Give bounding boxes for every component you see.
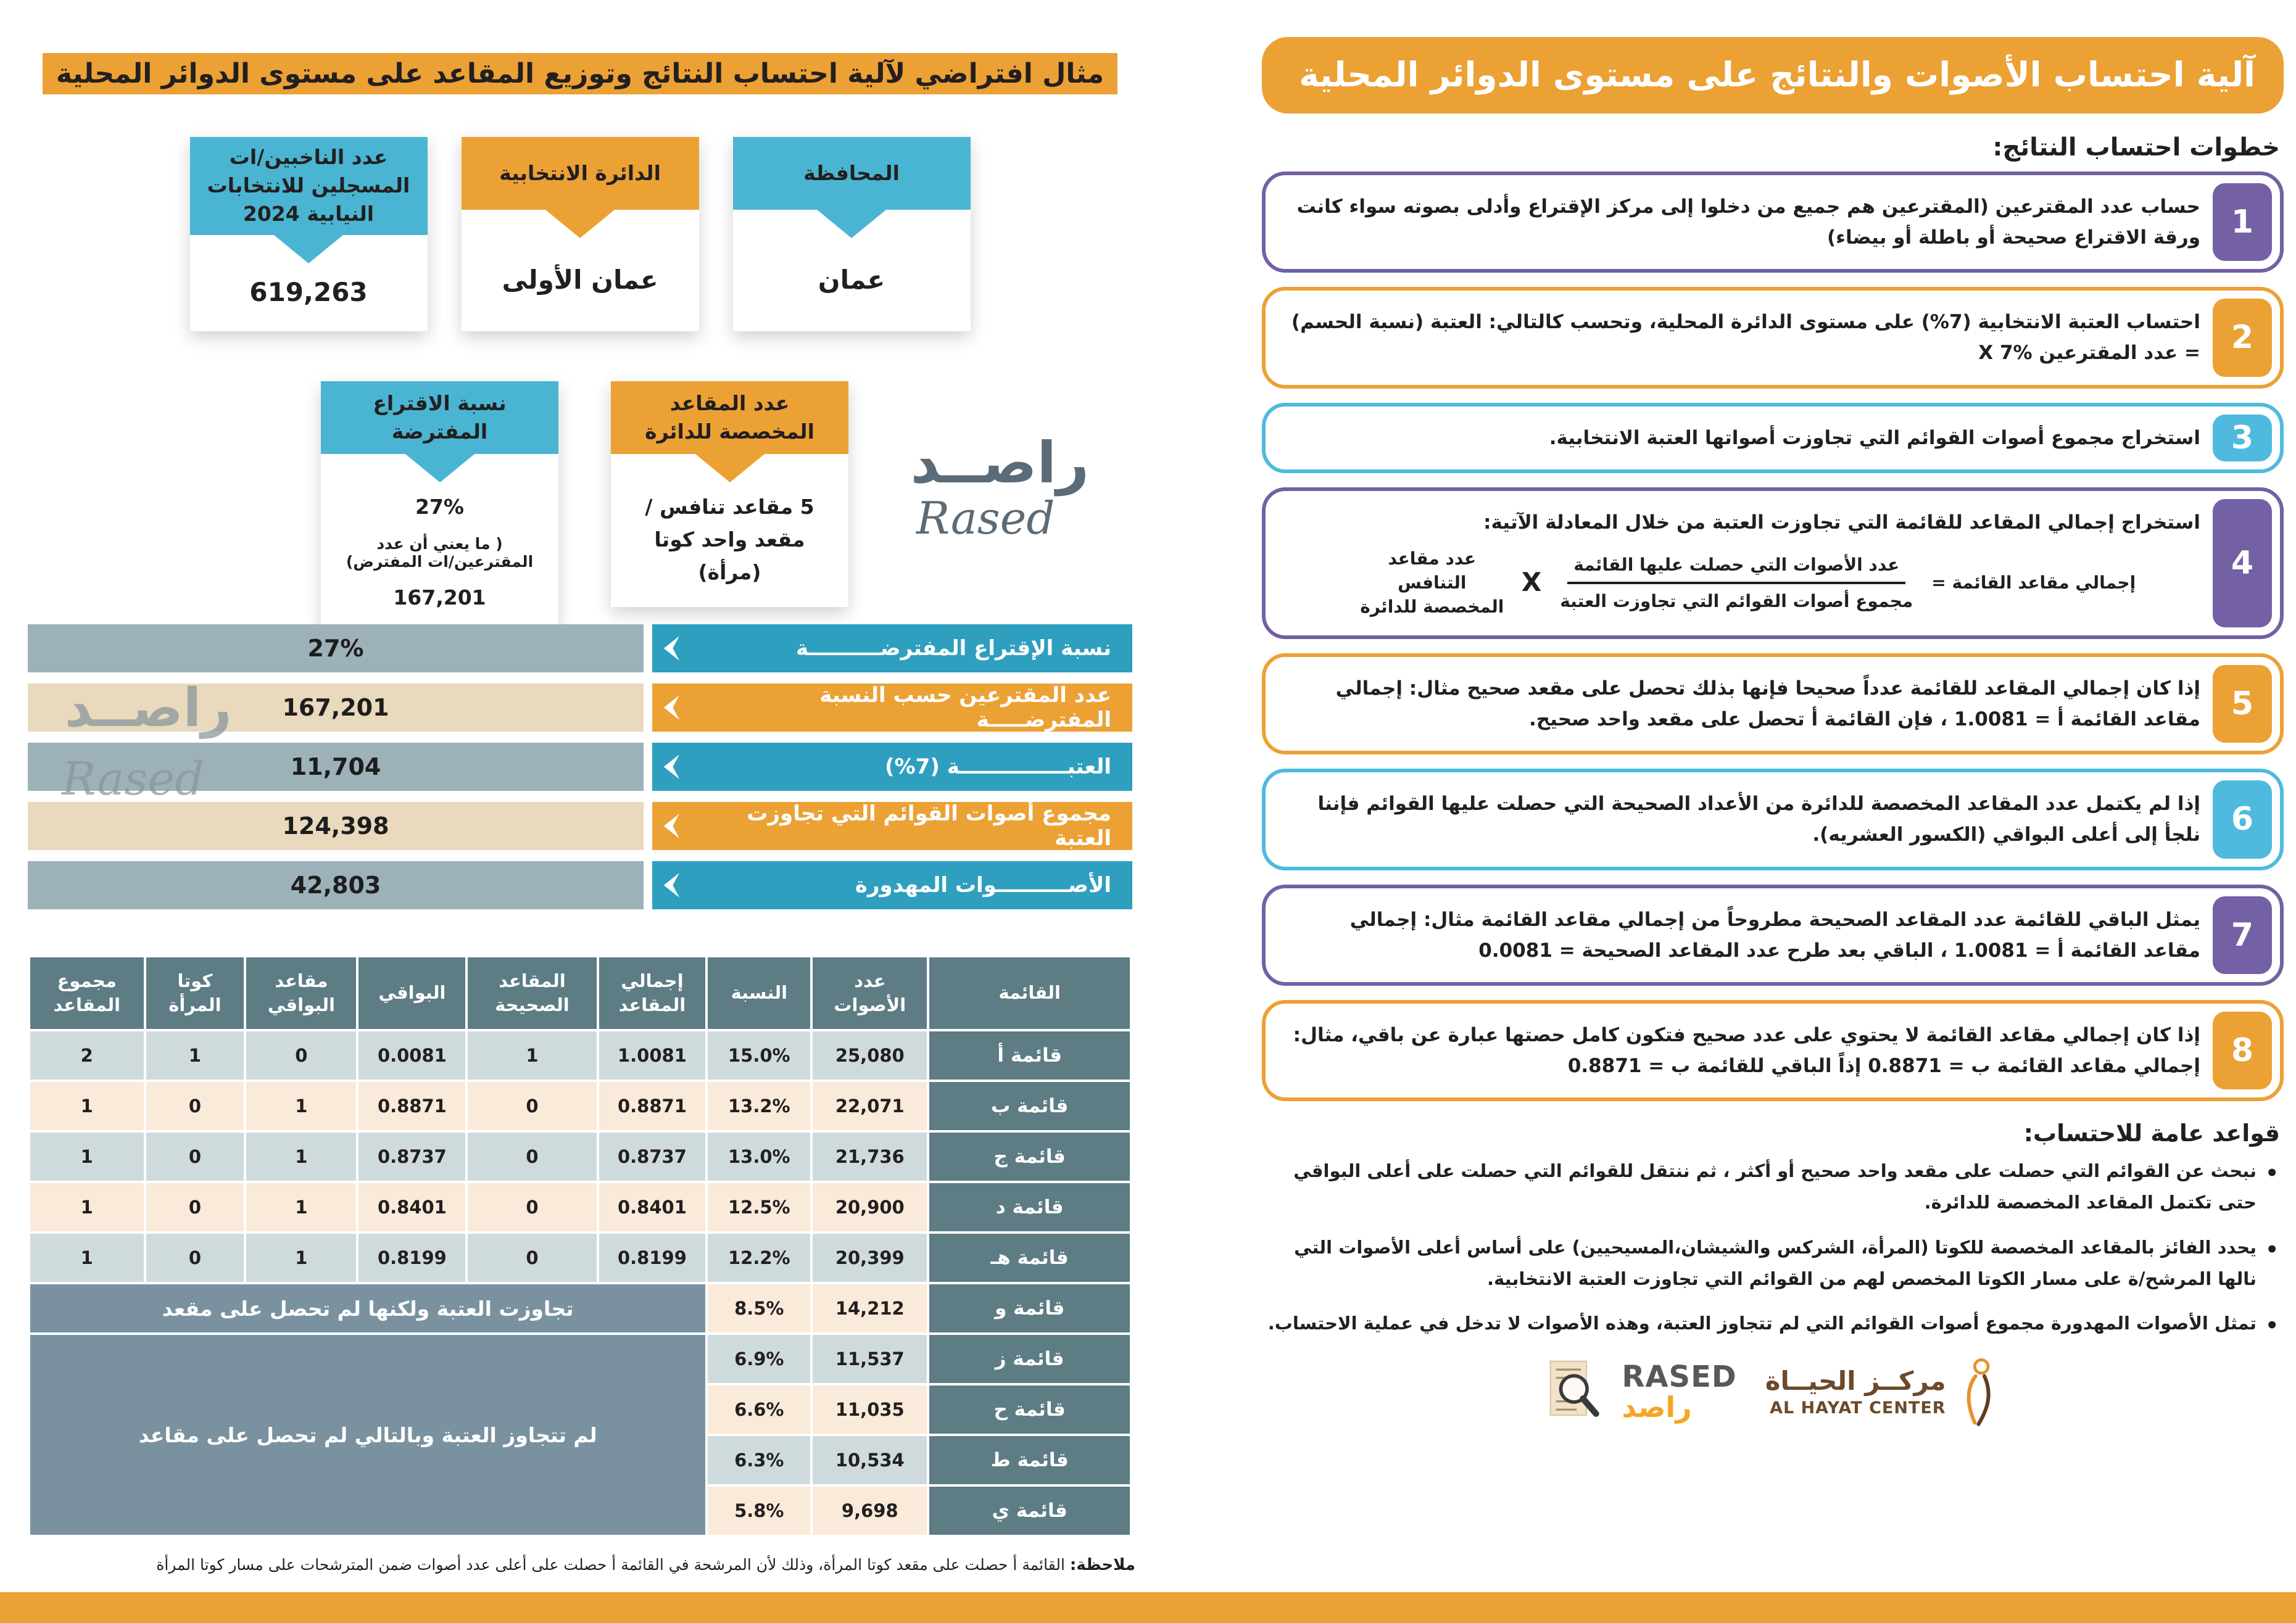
rased-brand-arabic: راصــد xyxy=(910,430,1089,496)
cell-votes: 22,071 xyxy=(813,1082,927,1130)
cell-votes: 10,534 xyxy=(813,1436,927,1484)
stat-label-voters: عدد المقترعين حسب النسبة المفترضـــــة xyxy=(652,683,1132,732)
cell-votes: 21,736 xyxy=(813,1133,927,1181)
page-title: آلية احتساب الأصوات والنتائج على مستوى الدوائر المحلية xyxy=(1262,37,2284,114)
stat-value-wasted-votes: 42,803 xyxy=(28,861,644,909)
cell-women-quota: 0 xyxy=(146,1133,244,1181)
formula-fraction xyxy=(1554,553,1919,613)
cell-votes: 9,698 xyxy=(813,1487,927,1535)
step-1 xyxy=(1262,171,2284,273)
assumed-turnout-note: ( ما يعني أن عدد المقترعين/ات المفترض) xyxy=(346,534,534,571)
cell-percentage: 8.5% xyxy=(708,1284,810,1332)
col-header-whole-seats: المقاعد الصحيحة xyxy=(468,957,596,1029)
cell-votes: 11,537 xyxy=(813,1335,927,1383)
cell-percentage: 5.8% xyxy=(708,1487,810,1535)
table-row-list-a xyxy=(30,1031,1130,1080)
table-row-list-c xyxy=(30,1133,1130,1181)
cell-women-quota: 1 xyxy=(146,1031,244,1080)
cell-votes: 25,080 xyxy=(813,1031,927,1080)
mechanism-column xyxy=(1262,37,2284,1428)
registered-voters-card-header: عدد الناخبين/ات المسجلين للانتخابات النيابية 2024 xyxy=(190,137,428,235)
cell-remainder: 0.8401 xyxy=(358,1183,465,1231)
step-2 xyxy=(1262,287,2284,388)
step-7-number-badge: 7 xyxy=(2213,896,2272,974)
row-name: قائمة د xyxy=(929,1183,1130,1231)
cell-votes: 20,399 xyxy=(813,1234,927,1282)
cell-remainder-seats: 1 xyxy=(246,1234,356,1282)
cell-women-quota: 0 xyxy=(146,1183,244,1231)
step-6-number-badge: 6 xyxy=(2213,780,2272,858)
col-header-votes: عدد الأصوات xyxy=(813,957,927,1029)
district-card-header: الدائرة الانتخابية xyxy=(462,137,699,210)
stat-row-wasted-votes xyxy=(28,861,1132,909)
col-header-list: القائمة xyxy=(929,957,1130,1029)
rased-brand-mark xyxy=(910,430,1089,545)
row-name: قائمة هـ xyxy=(929,1234,1130,1282)
alhayat-logo-ar: مركــز الحيــاة xyxy=(1765,1366,1946,1397)
stat-row-turnout xyxy=(28,624,1132,672)
row-name: قائمة ي xyxy=(929,1487,1130,1535)
steps-heading: خطوات احتساب النتائج: xyxy=(1992,133,2280,162)
footer-bar xyxy=(0,1592,2296,1623)
row-name: قائمة ح xyxy=(929,1386,1130,1434)
cell-votes: 20,900 xyxy=(813,1183,927,1231)
governorate-card xyxy=(733,137,971,331)
cell-total-calc: 0.8199 xyxy=(599,1234,706,1282)
cell-remainder: 0.8199 xyxy=(358,1234,465,1282)
rased-watermark-arabic: راصــد xyxy=(65,677,232,739)
row-name: قائمة ز xyxy=(929,1335,1130,1383)
rule-item-quota-winner: • يحدد الفائز بالمقاعد المخصصة للكوتا (المرأة، الشركس والشيشان،المسيحيين) على أساس أعلى الأصوات التي نالها المرشح/ة على مسار الكوتا المخصص لهم من القوائم التي تجاوزت العتبة الانتخابية. xyxy=(1262,1232,2284,1295)
formula-denominator: مجموع أصوات القوائم التي تجاوزت العتبة xyxy=(1560,590,1913,611)
cell-remainder-seats: 1 xyxy=(246,1133,356,1181)
alhayat-logo xyxy=(1765,1355,1999,1428)
cell-percentage: 13.0% xyxy=(708,1133,810,1181)
step-3 xyxy=(1262,403,2284,473)
stat-value-turnout: 27% xyxy=(28,624,644,672)
table-header-row xyxy=(30,957,1130,1029)
cell-percentage: 6.6% xyxy=(708,1386,810,1434)
cell-whole-seats: 0 xyxy=(468,1082,596,1130)
alhayat-logo-en: AL HAYAT CENTER xyxy=(1770,1398,1946,1418)
stat-value-passed-votes: 124,398 xyxy=(28,802,644,850)
step-2-text: احتساب العتبة الانتخابية (7%) على مستوى الدائرة المحلية، وتحسب كالتالي: العتبة (نسبة الحسم) = عدد المقترعين X 7% xyxy=(1291,311,2200,365)
step-3-text: استخراج مجموع أصوات القوائم التي تجاوزت أصواتها العتبة الانتخابية. xyxy=(1549,426,2200,449)
governorate-card-header: المحافظة xyxy=(733,137,971,210)
row-name: قائمة ج xyxy=(929,1133,1130,1181)
stat-value-voters: 167,201 xyxy=(28,683,644,732)
rased-magnifier-icon xyxy=(1546,1357,1615,1426)
step-1-number-badge: 1 xyxy=(2213,183,2272,261)
row-name: قائمة ب xyxy=(929,1082,1130,1130)
cell-remainder-seats: 1 xyxy=(246,1082,356,1130)
rased-watermark-latin: Rased xyxy=(62,753,204,806)
step-5-text: إذا كان إجمالي المقاعد للقائمة عدداً صحيحا فإنها بذلك تحصل على مقعد صحيح مثال: إجمالي مقاعد القائمة أ = 1.0081 ، فإن القائمة أ تحصل على مقعد واحد صحيح. xyxy=(1335,677,2200,730)
example-cards-row1 xyxy=(25,137,1135,331)
cell-votes: 11,035 xyxy=(813,1386,927,1434)
cell-votes: 14,212 xyxy=(813,1284,927,1332)
assumed-turnout-card-header: نسبة الاقتراع المفترضة xyxy=(321,381,558,454)
formula-rhs: عدد مقاعد التنافس المخصصة للدائرة xyxy=(1360,548,1504,617)
merged-cell-passed-no-seat: تجاوزت العتبة ولكنها لم تحصل على مقعد xyxy=(30,1284,705,1332)
rule-item-wasted-votes: • تمثل الأصوات المهدورة مجموع أصوات القوائم التي لم تتجاوز العتبة، وهذه الأصوات لا تدخل في عملية الاحتساب. xyxy=(1262,1308,2284,1339)
allocated-seats-value: 5 مقاعد تنافس / مقعد واحد كوتا (مرأة) xyxy=(645,495,814,584)
stat-row-passed-votes xyxy=(28,802,1132,850)
col-header-percentage: النسبة xyxy=(708,957,810,1029)
step-4-text xyxy=(1266,491,2209,635)
row-name: قائمة أ xyxy=(929,1031,1130,1080)
steps-list xyxy=(1262,171,2284,1102)
step-3-number-badge: 3 xyxy=(2213,415,2272,461)
rased-logo-en: RASED xyxy=(1622,1359,1737,1394)
cell-percentage: 6.9% xyxy=(708,1335,810,1383)
stat-value-threshold: 11,704 xyxy=(28,743,644,791)
rased-logo xyxy=(1546,1357,1736,1426)
table-row-list-z xyxy=(30,1335,1130,1383)
col-header-total-seats: مجموع المقاعد xyxy=(30,957,144,1029)
table-footnote xyxy=(25,1556,1135,1574)
governorate-value: عمان xyxy=(818,265,885,295)
rased-logo-ar: راصد xyxy=(1622,1390,1692,1424)
stat-label-passed-votes: مجموع أصوات القوائم التي تجاوزت العتبة xyxy=(652,802,1132,850)
step-4 xyxy=(1262,487,2284,639)
footnote-label: ملاحظة: xyxy=(1069,1556,1135,1574)
cell-whole-seats: 0 xyxy=(468,1133,596,1181)
cell-percentage: 13.2% xyxy=(708,1082,810,1130)
rased-logo-text xyxy=(1622,1361,1736,1423)
stat-row-voters xyxy=(28,683,1132,732)
col-header-total-seats-calc: إجمالي المقاعد xyxy=(599,957,706,1029)
step-2-number-badge: 2 xyxy=(2213,299,2272,376)
example-column xyxy=(25,0,1135,1623)
cell-total-seats: 1 xyxy=(30,1234,144,1282)
step-4-intro: استخراج إجمالي المقاعد للقائمة التي تجاوزت العتبة من خلال المعادلة الآتية: xyxy=(1483,511,2200,534)
formula-lhs: إجمالي مقاعد القائمة = xyxy=(1931,572,2136,593)
cell-whole-seats: 0 xyxy=(468,1234,596,1282)
cell-percentage: 12.5% xyxy=(708,1183,810,1231)
stat-label-wasted-votes: الأصــــــــــوات المهدورة xyxy=(652,861,1132,909)
col-header-remainder-seats: مقاعد البواقي xyxy=(246,957,356,1029)
step-1-text: حساب عدد المقترعين (المقترعين هم جميع من دخلوا إلى مركز الإقتراع وأدلى بصوته سواء كانت ورقة الاقتراع صحيحة أو باطلة أو بيضاء) xyxy=(1296,195,2200,249)
step-7 xyxy=(1262,885,2284,986)
alhayat-person-icon xyxy=(1955,1355,1999,1428)
stat-label-threshold: العتبـــــــــــــــة (7%) xyxy=(652,743,1132,791)
step-6-text: إذا لم يكتمل عدد المقاعد المخصصة للدائرة من الأعداد الصحيحة التي حصلت عليها القوائم فإننا نلجأ إلى أعلى البواقي (الكسور العشريه). xyxy=(1317,793,2200,846)
step-6 xyxy=(1262,769,2284,870)
summary-stat-bars xyxy=(28,624,1132,909)
cell-whole-seats: 0 xyxy=(468,1183,596,1231)
cell-total-calc: 0.8737 xyxy=(599,1133,706,1181)
seat-formula xyxy=(1290,547,2200,619)
cell-remainder-seats: 0 xyxy=(246,1031,356,1080)
cell-whole-seats: 1 xyxy=(468,1031,596,1080)
step-4-number-badge: 4 xyxy=(2213,499,2272,627)
row-name: قائمة ط xyxy=(929,1436,1130,1484)
cell-percentage: 6.3% xyxy=(708,1436,810,1484)
stat-row-threshold xyxy=(28,743,1132,791)
cell-remainder: 0.8737 xyxy=(358,1133,465,1181)
formula-numerator: عدد الأصوات التي حصلت عليها القائمة xyxy=(1567,553,1905,584)
cell-remainder: 0.8871 xyxy=(358,1082,465,1130)
table-row-list-h xyxy=(30,1234,1130,1282)
step-8-number-badge: 8 xyxy=(2213,1012,2272,1089)
stat-label-turnout: نسبة الإقتراع المفترضــــــــــة xyxy=(652,624,1132,672)
assumed-turnout-card xyxy=(321,381,558,633)
alhayat-logo-text xyxy=(1765,1366,1946,1418)
cell-total-calc: 1.0081 xyxy=(599,1031,706,1080)
assumed-turnout-percent: 27% xyxy=(415,495,464,519)
formula-multiply-sign: X xyxy=(1521,567,1542,598)
table-row-list-w xyxy=(30,1284,1130,1332)
rased-brand-latin: Rased xyxy=(916,492,1055,545)
registered-voters-card xyxy=(190,137,428,331)
footnote-text: القائمة أ حصلت على مقعد كوتا المرأة، وذلك لأن المرشحة في القائمة أ حصلت على أعلى عدد أصوات ضمن المترشحات على مسار كوتا المرأة xyxy=(156,1556,1070,1574)
registered-voters-value: 619,263 xyxy=(249,277,368,308)
merged-cell-below-threshold: لم تتجاوز العتبة وبالتالي لم تحصل على مقاعد xyxy=(30,1335,705,1535)
step-7-text: يمثل الباقي للقائمة عدد المقاعد الصحيحة مطروحاً من إجمالي مقاعد القائمة مثال: إجمالي مقاعد القائمة أ = 1.0081 ، الباقي بعد طرح عدد المقاعد الصحيحة = 0.0081 xyxy=(1349,908,2200,962)
cell-remainder-seats: 1 xyxy=(246,1183,356,1231)
table-row-list-b xyxy=(30,1082,1130,1130)
district-card xyxy=(462,137,699,331)
cell-total-seats: 1 xyxy=(30,1183,144,1231)
col-header-remainders: البواقي xyxy=(358,957,465,1029)
cell-total-seats: 1 xyxy=(30,1082,144,1130)
assumed-turnout-number: 167,201 xyxy=(393,585,486,609)
row-name: قائمة و xyxy=(929,1284,1130,1332)
example-title-text: مثال افتراضي لآلية احتساب النتائج وتوزيع المقاعد على مستوى الدوائر المحلية xyxy=(43,53,1117,94)
rules-heading: قواعد عامة للاحتساب: xyxy=(2023,1120,2280,1147)
cell-total-calc: 0.8401 xyxy=(599,1183,706,1231)
step-8-text: إذا كان إجمالي مقاعد القائمة لا يحتوي على عدد صحيح فتكون كامل حصتها عبارة عن باقي، مثال: إجمالي مقاعد القائمة ب = 0.8871 إذاً الباقي للقائمة ب = 0.8871 xyxy=(1293,1023,2200,1078)
rules-list xyxy=(1262,1155,2284,1339)
step-5-number-badge: 5 xyxy=(2213,665,2272,743)
results-table xyxy=(28,955,1132,1537)
district-value: عمان الأولى xyxy=(502,265,658,295)
allocated-seats-card xyxy=(611,381,848,607)
cell-percentage: 15.0% xyxy=(708,1031,810,1080)
cell-total-seats: 1 xyxy=(30,1133,144,1181)
cell-total-calc: 0.8871 xyxy=(599,1082,706,1130)
cell-women-quota: 0 xyxy=(146,1234,244,1282)
step-8 xyxy=(1262,1000,2284,1101)
step-5 xyxy=(1262,653,2284,754)
example-title xyxy=(25,54,1135,94)
org-logos xyxy=(1262,1355,2284,1428)
cell-total-seats: 2 xyxy=(30,1031,144,1080)
rule-item-remainders: • نبحث عن القوائم التي حصلت على مقعد واحد صحيح أو أكثر ، ثم ننتقل للقوائم التي حصلت على أعلى البواقي حتى تكتمل المقاعد المخصصة للدائرة. xyxy=(1262,1155,2284,1218)
table-row-list-d xyxy=(30,1183,1130,1231)
cell-percentage: 12.2% xyxy=(708,1234,810,1282)
cell-women-quota: 0 xyxy=(146,1082,244,1130)
allocated-seats-card-header: عدد المقاعد المخصصة للدائرة xyxy=(611,381,848,454)
cell-remainder: 0.0081 xyxy=(358,1031,465,1080)
col-header-women-quota: كوتا المرأة xyxy=(146,957,244,1029)
